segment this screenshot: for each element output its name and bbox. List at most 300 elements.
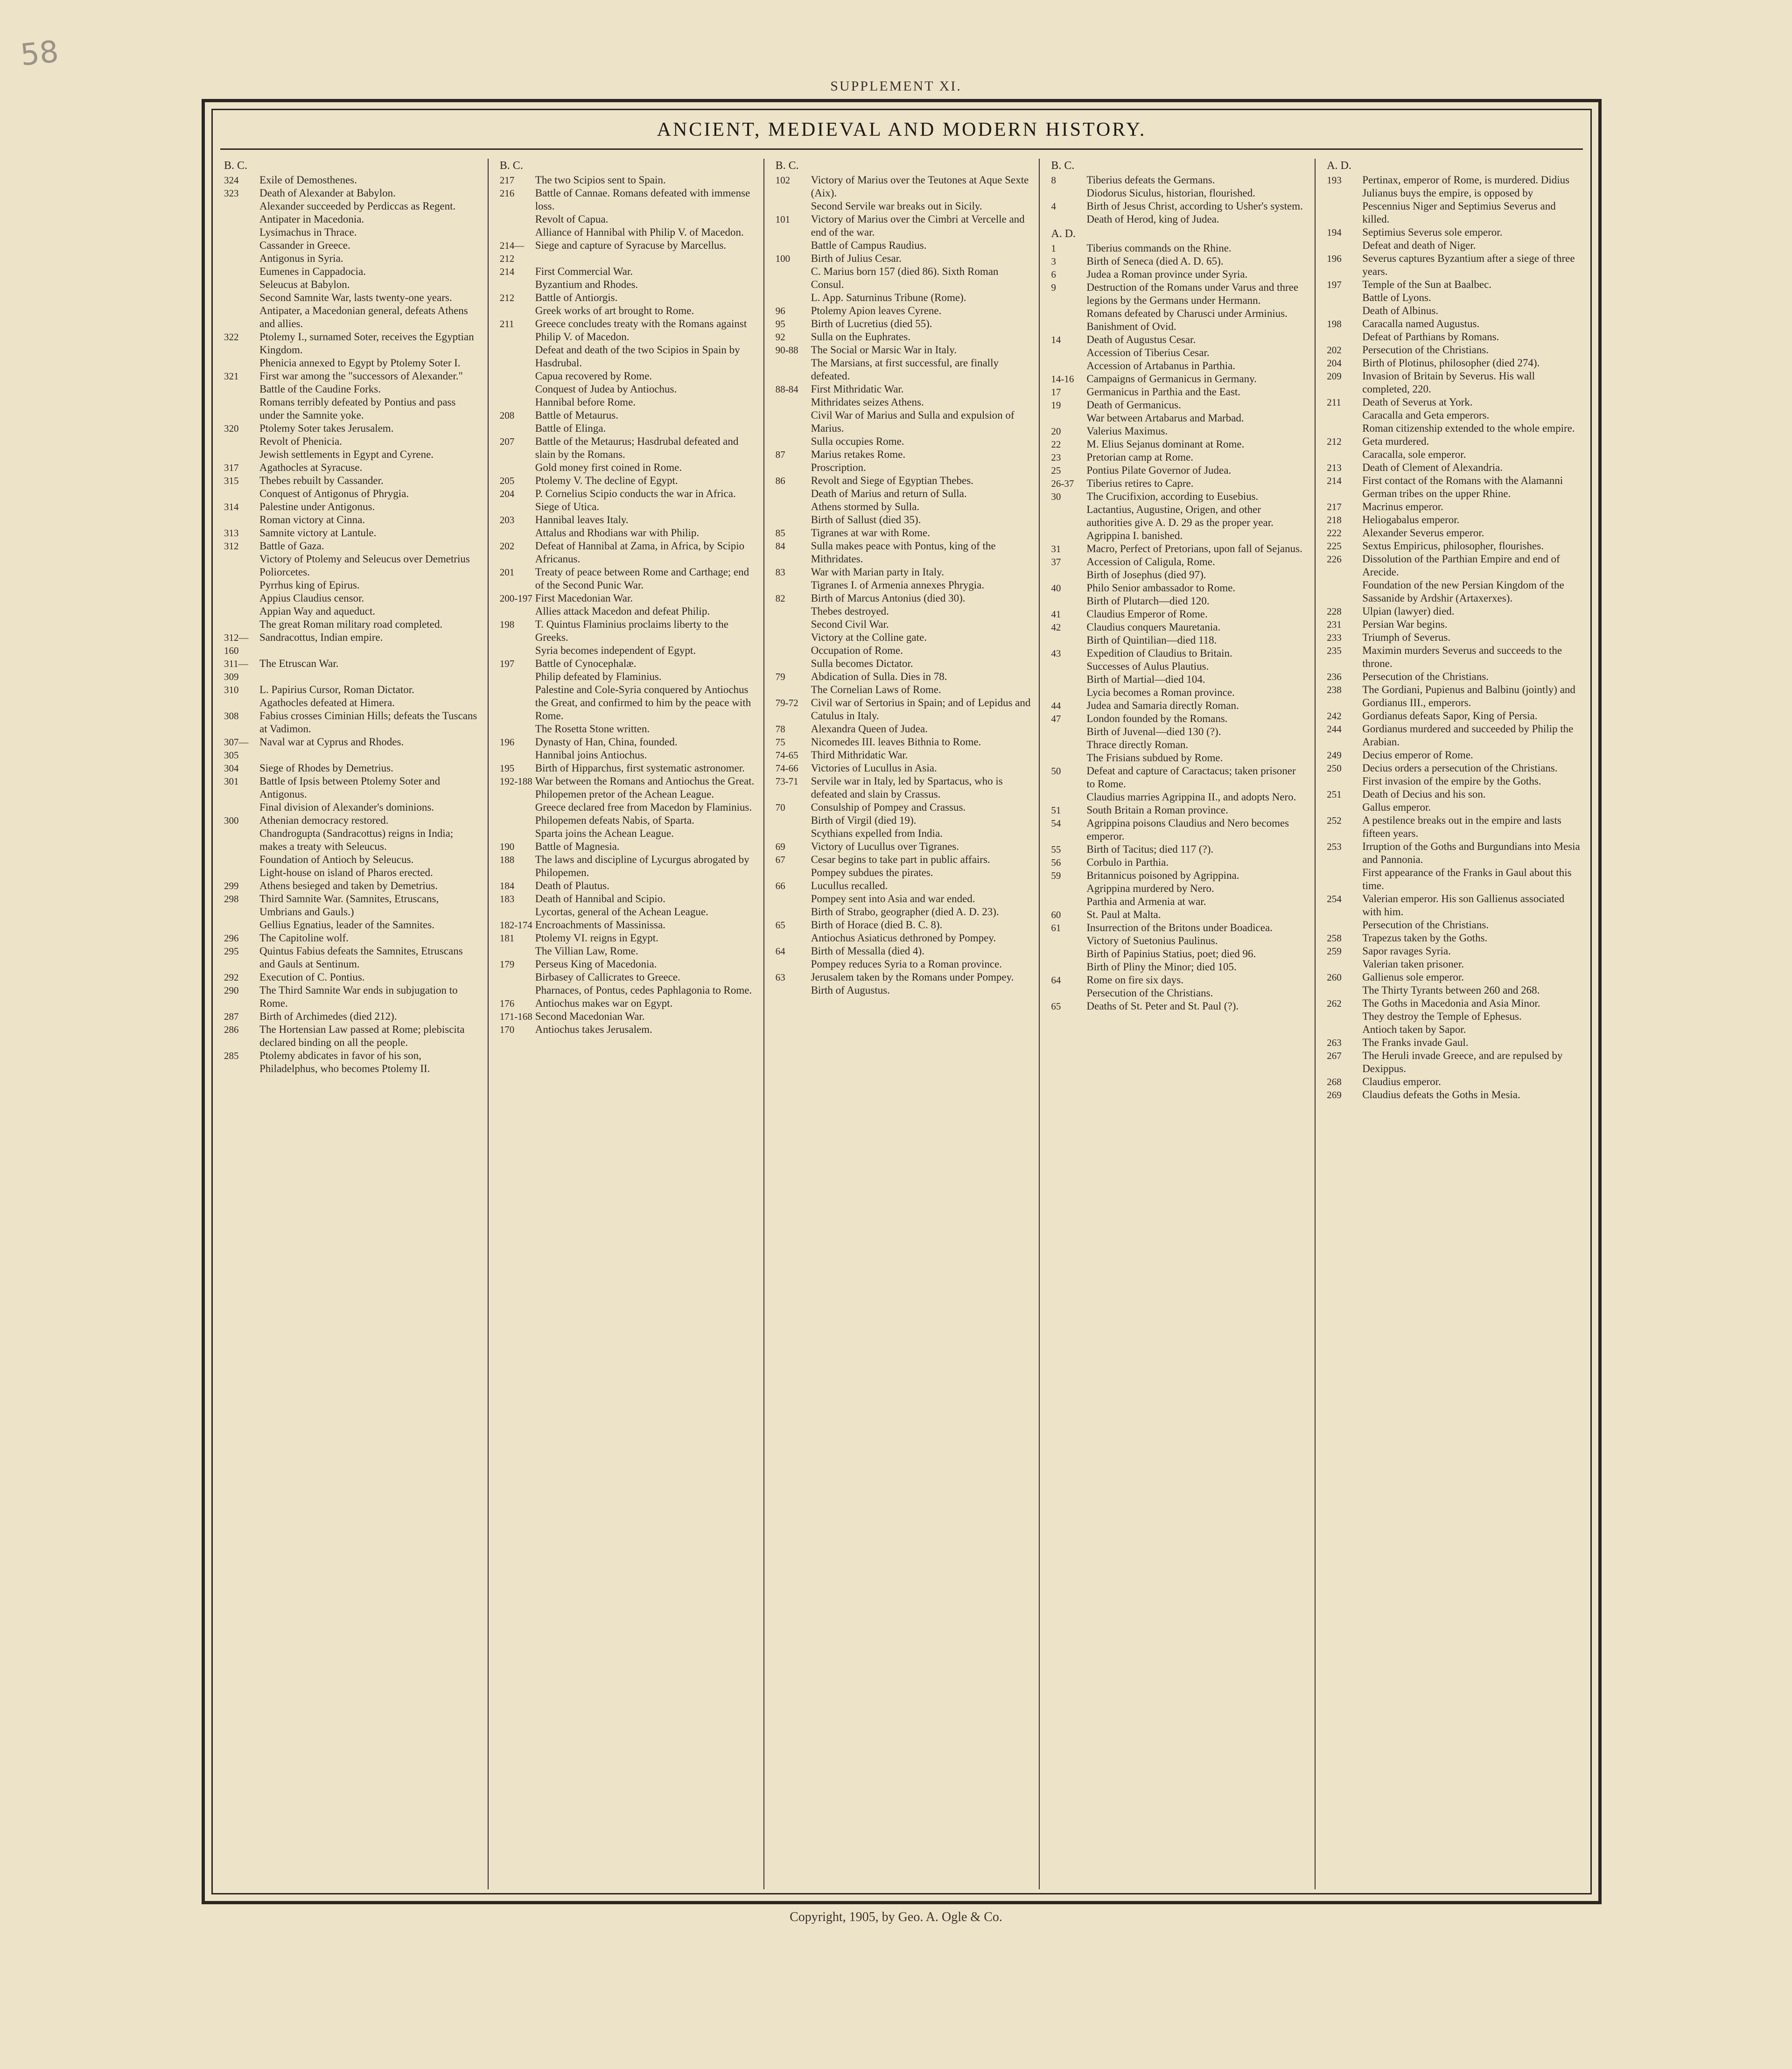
entry-text: Campaigns of Germanicus in Germany.	[1086, 373, 1257, 385]
history-entry	[776, 265, 1031, 291]
entry-text: Hannibal leaves Italy.	[535, 514, 629, 526]
entry-text: Victory of Marius over the Teutones at Aque Sexte (Aix).	[811, 174, 1029, 199]
entry-year: 308	[224, 710, 239, 722]
entry-year: 83	[775, 567, 785, 578]
history-entry	[1051, 268, 1306, 281]
history-entry	[1051, 477, 1306, 490]
history-entry	[1051, 947, 1306, 961]
entry-year	[224, 396, 259, 422]
entry-text: Pyrrhus king of Epirus.	[259, 579, 360, 591]
history-entry	[224, 579, 479, 592]
entry-text: Hannibal before Rome.	[535, 396, 636, 408]
history-entry	[500, 945, 755, 958]
entry-text: Foundation of Antioch by Seleucus.	[259, 854, 414, 865]
entry-year: 235	[1327, 645, 1342, 656]
history-entry	[776, 396, 1031, 409]
history-entry	[776, 696, 1031, 722]
entry-text: Valerius Maximus.	[1086, 425, 1168, 437]
entry-text: The Etruscan War.	[259, 658, 339, 669]
entry-year: 216	[499, 188, 515, 199]
entry-text: Pompey reduces Syria to a Roman province.	[811, 958, 1002, 970]
entry-text: Battle of the Metaurus; Hasdrubal defeated and slain by the Romans.	[535, 435, 739, 460]
entry-year: 295	[224, 946, 239, 957]
entry-year	[224, 200, 259, 213]
history-entry	[500, 722, 755, 736]
history-entry	[1051, 425, 1306, 438]
entry-text: Severus captures Byzantium after a siege of three years.	[1362, 252, 1575, 277]
entry-year: 211	[499, 318, 514, 330]
entry-text: Marius retakes Rome.	[811, 449, 906, 460]
history-entry	[224, 435, 479, 448]
entry-year	[776, 409, 811, 435]
entry-year: 188	[499, 854, 515, 865]
entry-year	[500, 383, 535, 396]
entry-year: 88-84	[775, 384, 798, 395]
entry-text: Birth of Quintilian—died 118.	[1086, 634, 1217, 646]
entry-text: The Frisians subdued by Rome.	[1086, 752, 1223, 764]
entry-year: 259	[1327, 946, 1342, 957]
history-entry	[776, 304, 1031, 317]
history-entry	[500, 226, 755, 239]
entry-year: 252	[1327, 815, 1342, 826]
history-entry	[776, 357, 1031, 383]
entry-text: Lysimachus in Thrace.	[259, 226, 357, 238]
entry-year	[1327, 239, 1362, 252]
entry-year: 212	[499, 292, 515, 303]
entry-year	[500, 814, 535, 827]
entry-text: The Villian Law, Rome.	[535, 945, 638, 957]
history-entry	[776, 866, 1031, 879]
entry-year: 211	[1327, 397, 1341, 408]
history-entry	[500, 487, 755, 500]
entry-text: Birth of Josephus (died 97).	[1086, 569, 1206, 581]
entry-year	[1051, 634, 1086, 647]
entry-text: Ptolemy Soter takes Jerusalem.	[259, 422, 394, 434]
history-entry	[776, 762, 1031, 775]
entry-year: 296	[224, 933, 239, 944]
entry-year	[776, 657, 811, 670]
era-label: A. D.	[1327, 160, 1351, 172]
history-entry	[1327, 174, 1582, 226]
history-entry	[1051, 242, 1306, 255]
history-entry	[224, 775, 479, 801]
entry-text: Agathocles at Syracuse.	[259, 462, 363, 473]
history-entry	[776, 291, 1031, 304]
entry-year: 286	[224, 1024, 239, 1035]
history-entry	[1051, 882, 1306, 895]
entry-text: Deaths of St. Peter and St. Paul (?).	[1086, 1000, 1239, 1012]
history-entry	[1051, 582, 1306, 595]
entry-text: Agrippina I. banished.	[1086, 530, 1183, 541]
entry-text: Ptolemy Apion leaves Cyrene.	[811, 305, 942, 316]
history-entry	[500, 1010, 755, 1023]
entry-text: Ptolemy V. The decline of Egypt.	[535, 475, 678, 486]
history-entry	[1051, 386, 1306, 399]
history-entry	[1051, 372, 1306, 386]
history-entry	[776, 317, 1031, 330]
entry-year: 205	[499, 475, 515, 486]
entry-text: Proscription.	[811, 462, 866, 473]
history-entry	[1051, 346, 1306, 359]
entry-year: 196	[1327, 253, 1342, 264]
entry-text: Battle of the Caudine Forks.	[259, 383, 381, 395]
entry-year: 170	[499, 1024, 515, 1035]
history-entry	[500, 879, 755, 892]
entry-text: Victory of Marius over the Cimbri at Vercelle and end of the war.	[811, 213, 1025, 238]
history-entry	[224, 801, 479, 814]
entry-text: Lactantius, Augustine, Origen, and other authorities give A. D. 29 as the proper year.	[1086, 504, 1274, 528]
history-entry	[776, 174, 1031, 200]
entry-text: Ptolemy I., surnamed Soter, receives the Egyptian Kingdom.	[259, 331, 474, 356]
history-entry	[1327, 762, 1582, 775]
history-entry	[1327, 540, 1582, 553]
entry-year: 298	[224, 893, 239, 905]
entry-year: 322	[224, 331, 239, 343]
entry-text: Sextus Empiricus, philosopher, flourishes.	[1362, 540, 1544, 552]
entry-year	[500, 801, 535, 814]
entry-year: 321	[224, 371, 239, 382]
entry-year	[776, 827, 811, 840]
entry-year	[1051, 882, 1086, 895]
entry-year: 262	[1327, 998, 1342, 1009]
entry-year: 312	[224, 540, 239, 552]
entry-text: Greece concludes treaty with the Romans against Philip V. of Macedon.	[535, 318, 747, 343]
history-entry	[1327, 448, 1582, 461]
entry-text: Seleucus at Babylon.	[259, 279, 350, 290]
entry-text: Birth of Papinius Statius, poet; died 96.	[1086, 948, 1256, 960]
entry-text: Dynasty of Han, China, founded.	[535, 736, 678, 748]
era-label: B. C.	[224, 160, 248, 172]
entry-year: 79-72	[775, 697, 798, 708]
history-entry	[500, 435, 755, 461]
entry-text: Birth of Jesus Christ, according to Usher's system.	[1086, 200, 1303, 212]
entry-text: Battle of Gaza.	[259, 540, 324, 552]
history-entry	[500, 958, 755, 971]
history-entry	[1327, 618, 1582, 631]
entry-year	[1327, 409, 1362, 422]
entry-year: 250	[1327, 763, 1342, 774]
history-entry	[224, 174, 479, 187]
history-entry	[1051, 712, 1306, 725]
history-entry	[500, 801, 755, 814]
entry-text: Battle of Antiorgis.	[535, 292, 618, 303]
entry-year: 50	[1051, 765, 1061, 777]
entry-text: Birth of Augustus.	[811, 984, 890, 996]
page-frame	[202, 99, 1602, 1904]
entry-text: Siege of Rhodes by Demetrius.	[259, 762, 393, 774]
entry-year: 66	[775, 880, 785, 891]
entry-year: 3	[1051, 256, 1056, 267]
entry-year: 251	[1327, 789, 1342, 800]
history-entry	[1327, 1088, 1582, 1101]
entry-year: 183	[499, 893, 515, 905]
history-entry	[500, 997, 755, 1010]
entry-text: Judea and Samaria directly Roman.	[1086, 700, 1239, 711]
entry-year	[224, 383, 259, 396]
entry-text: Germanicus in Parthia and the East.	[1086, 386, 1240, 398]
entry-year	[500, 226, 535, 239]
entry-year	[1327, 448, 1362, 461]
entry-year: 207	[499, 436, 515, 447]
history-entry	[224, 330, 479, 357]
entry-text: Antiochus makes war on Egypt.	[535, 997, 673, 1009]
entry-text: Britannicus poisoned by Agrippina.	[1086, 870, 1239, 881]
history-entry	[1327, 971, 1582, 984]
entry-text: Death of Plautus.	[535, 880, 609, 891]
entry-year	[500, 370, 535, 383]
history-entry	[224, 762, 479, 775]
entry-year: 101	[775, 214, 791, 225]
entry-text: Accession of Artabanus in Parthia.	[1086, 360, 1236, 372]
entry-year	[1051, 412, 1086, 425]
history-entry	[776, 958, 1031, 971]
history-entry	[1051, 174, 1306, 187]
entry-year	[1327, 304, 1362, 317]
entry-text: Decius orders a persecution of the Christians.	[1362, 762, 1558, 774]
entry-text: Accession of Tiberius Cesar.	[1086, 347, 1210, 358]
entry-text: Third Samnite War. (Samnites, Etruscans, Umbrians and Gauls.)	[259, 893, 439, 918]
entry-year	[776, 500, 811, 513]
entry-text: Defeat and death of the two Scipios in Spain by Hasdrubal.	[535, 344, 740, 369]
history-entry	[776, 722, 1031, 736]
entry-text: Antioch taken by Sapor.	[1362, 1024, 1466, 1035]
entry-year	[1327, 1023, 1362, 1036]
entry-year	[1051, 751, 1086, 764]
history-entry	[1051, 934, 1306, 947]
entry-text: South Britain a Roman province.	[1086, 804, 1228, 816]
history-entry	[776, 592, 1031, 605]
entry-text: Birth of Virgil (died 19).	[811, 814, 917, 826]
history-entry	[1051, 187, 1306, 200]
entry-text: Antipater in Macedonia.	[259, 213, 364, 225]
entry-year: 268	[1327, 1076, 1342, 1087]
entry-text: Quintus Fabius defeats the Samnites, Etruscans and Gauls at Sentinum.	[259, 945, 463, 970]
history-entry	[224, 592, 479, 605]
entry-text: The Gordiani, Pupienus and Balbinu (jointly) and Gordianus III., emperors.	[1362, 684, 1575, 708]
history-entry	[1327, 357, 1582, 370]
history-entry	[1051, 725, 1306, 738]
entry-year: 14-16	[1051, 373, 1074, 385]
entry-text: Syria becomes independent of Egypt.	[535, 645, 696, 656]
entry-year: 19	[1051, 400, 1061, 411]
era-label: B. C.	[775, 160, 799, 172]
entry-text: First Commercial War.	[535, 266, 633, 277]
history-entry	[224, 487, 479, 500]
history-entry	[1327, 239, 1582, 252]
entry-text: Conquest of Judea by Antiochus.	[535, 383, 677, 395]
history-entry	[1051, 1000, 1306, 1013]
entry-list	[1327, 174, 1582, 1101]
entry-text: Civil war of Sertorius in Spain; and of Lepidus and Catulus in Italy.	[811, 697, 1031, 722]
history-entry	[224, 683, 479, 696]
entry-year: 41	[1051, 609, 1061, 620]
entry-year	[1051, 660, 1086, 673]
entry-year: 258	[1327, 933, 1342, 944]
entry-year	[776, 683, 811, 696]
entry-year	[776, 461, 811, 474]
entry-text: Battle of Campus Raudius.	[811, 239, 927, 251]
entry-text: Scythians expelled from India.	[811, 828, 943, 839]
entry-year: 184	[499, 880, 515, 891]
entry-text: Jerusalem taken by the Romans under Pompey.	[811, 971, 1014, 983]
entry-year	[776, 932, 811, 945]
history-entry	[1051, 320, 1306, 333]
entry-year	[776, 984, 811, 997]
history-entry	[500, 461, 755, 474]
entry-text: Tiberius defeats the Germans.	[1086, 174, 1215, 186]
entry-text: Agrippina murdered by Nero.	[1086, 883, 1214, 894]
entry-year: 56	[1051, 857, 1061, 868]
entry-text: Cesar begins to take part in public affairs.	[811, 854, 990, 865]
entry-text: Victory of Suetonius Paulinus.	[1086, 935, 1218, 947]
entry-text: Lycortas, general of the Achean League.	[535, 906, 708, 918]
history-entry	[224, 814, 479, 827]
entry-text: Victories of Lucullus in Asia.	[811, 762, 937, 774]
entry-year: 324	[224, 175, 239, 186]
history-entry	[1327, 958, 1582, 971]
entry-year: 209	[1327, 371, 1342, 382]
entry-year	[500, 749, 535, 762]
era-label: B. C.	[1051, 160, 1075, 172]
column-3	[763, 159, 1039, 1889]
entry-year	[776, 265, 811, 291]
pencil-page-number: 58	[19, 34, 61, 73]
entry-text: Siege of Utica.	[535, 501, 600, 512]
history-entry	[1327, 892, 1582, 919]
column-5	[1315, 159, 1590, 1889]
entry-year	[500, 422, 535, 435]
history-entry	[224, 383, 479, 396]
entry-year: 43	[1051, 648, 1061, 659]
entry-text: Sapor ravages Syria.	[1362, 945, 1451, 957]
entry-year: 198	[1327, 318, 1342, 330]
entry-text: Death of Alexander at Babylon.	[259, 187, 396, 199]
history-entry	[1051, 738, 1306, 751]
entry-text: Gallienus sole emperor.	[1362, 971, 1464, 983]
history-entry	[224, 879, 479, 892]
entry-year	[1051, 503, 1086, 529]
entry-text: Samnite victory at Lantule.	[259, 527, 377, 539]
history-entry	[224, 631, 479, 657]
history-entry	[224, 448, 479, 461]
entry-text: Heliogabalus emperor.	[1362, 514, 1460, 526]
entry-text: Battle of Elinga.	[535, 422, 606, 434]
entry-year: 171-168	[499, 1011, 532, 1022]
entry-text: Alliance of Hannibal with Philip V. of Macedon.	[535, 226, 744, 238]
history-entry	[1051, 869, 1306, 882]
entry-year	[776, 200, 811, 213]
entry-year: 60	[1051, 909, 1061, 920]
history-entry	[1327, 500, 1582, 513]
entry-year: 192-188	[499, 776, 532, 787]
history-entry	[1051, 764, 1306, 791]
history-entry	[776, 905, 1031, 919]
history-entry	[224, 422, 479, 435]
history-entry	[500, 788, 755, 801]
entry-year: 100	[775, 253, 791, 264]
entry-text: Accession of Caligula, Rome.	[1086, 556, 1215, 568]
entry-text: Valerian emperor. His son Gallienus associated with him.	[1362, 893, 1565, 918]
entry-text: Insurrection of the Britons under Boadicea.	[1086, 922, 1273, 933]
entry-list	[224, 174, 479, 1075]
history-entry	[776, 566, 1031, 579]
entry-text: Dissolution of the Parthian Empire and end of Arecide.	[1362, 553, 1560, 578]
entry-text: A pestilence breaks out in the empire and lasts fifteen years.	[1362, 814, 1561, 839]
history-entry	[500, 605, 755, 618]
entry-text: Athens stormed by Sulla.	[811, 501, 920, 512]
history-entry	[1051, 595, 1306, 608]
history-entry	[500, 827, 755, 840]
entry-text: Pretorian camp at Rome.	[1086, 451, 1194, 463]
entry-text: The Capitoline wolf.	[259, 932, 349, 944]
history-entry	[500, 422, 755, 435]
entry-year	[1051, 359, 1086, 372]
entry-year	[500, 971, 535, 984]
entry-text: Claudius marries Agrippina II., and adopts Nero.	[1086, 791, 1296, 803]
entry-text: First contact of the Romans with the Alamanni German tribes on the upper Rhine.	[1362, 475, 1563, 499]
entry-text: Encroachments of Massinissa.	[535, 919, 665, 931]
entry-year	[776, 618, 811, 631]
entry-year	[1327, 579, 1362, 605]
entry-text: Septimius Severus sole emperor.	[1362, 226, 1503, 238]
entry-year: 260	[1327, 972, 1342, 983]
history-entry	[1051, 856, 1306, 869]
entry-year	[500, 644, 535, 657]
entry-text: Hannibal joins Antiochus.	[535, 749, 647, 761]
history-entry	[500, 919, 755, 932]
entry-year: 179	[499, 959, 515, 970]
history-entry	[500, 304, 755, 317]
entry-year	[224, 827, 259, 853]
history-entry	[1327, 435, 1582, 448]
history-entry	[1051, 699, 1306, 712]
entry-year: 37	[1051, 556, 1061, 568]
entry-text: First Macedonian War.	[535, 592, 633, 604]
entry-text: Agrippina poisons Claudius and Nero becomes emperor.	[1086, 817, 1289, 842]
entry-year: 14	[1051, 334, 1061, 345]
history-entry	[224, 919, 479, 932]
entry-text: Antiochus takes Jerusalem.	[535, 1024, 652, 1035]
entry-year: 96	[775, 305, 785, 316]
history-entry	[776, 200, 1031, 213]
history-entry	[500, 657, 755, 670]
entry-text: Successes of Aulus Plautius.	[1086, 660, 1209, 672]
entry-year: 74-65	[775, 750, 798, 761]
entry-year	[776, 579, 811, 592]
entry-text: P. Cornelius Scipio conducts the war in Africa.	[535, 488, 736, 499]
entry-year	[500, 461, 535, 474]
copyright-line: Copyright, 1905, by Geo. A. Ogle & Co.	[790, 1910, 1002, 1924]
history-entry	[776, 775, 1031, 801]
history-entry	[224, 526, 479, 540]
entry-text: L. App. Saturninus Tribune (Rome).	[811, 292, 966, 303]
entry-text: Execution of C. Pontius.	[259, 971, 365, 983]
entry-year	[500, 683, 535, 722]
entry-text: Defeat and capture of Caractacus; taken prisoner to Rome.	[1086, 765, 1296, 790]
entry-year: 1	[1051, 243, 1056, 254]
entry-text: Sandracottus, Indian empire.	[259, 631, 383, 643]
entry-year: 323	[224, 188, 239, 199]
history-entry	[1327, 775, 1582, 788]
entry-year: 31	[1051, 543, 1061, 554]
entry-text: Sulla on the Euphrates.	[811, 331, 910, 343]
history-entry	[776, 971, 1031, 984]
history-entry	[1051, 307, 1306, 320]
history-entry	[224, 278, 479, 291]
entry-text: Ptolemy abdicates in favor of his son, Philadelphus, who becomes Ptolemy II.	[259, 1050, 430, 1074]
entry-year	[224, 513, 259, 526]
entry-text: The great Roman military road completed.	[259, 618, 443, 630]
